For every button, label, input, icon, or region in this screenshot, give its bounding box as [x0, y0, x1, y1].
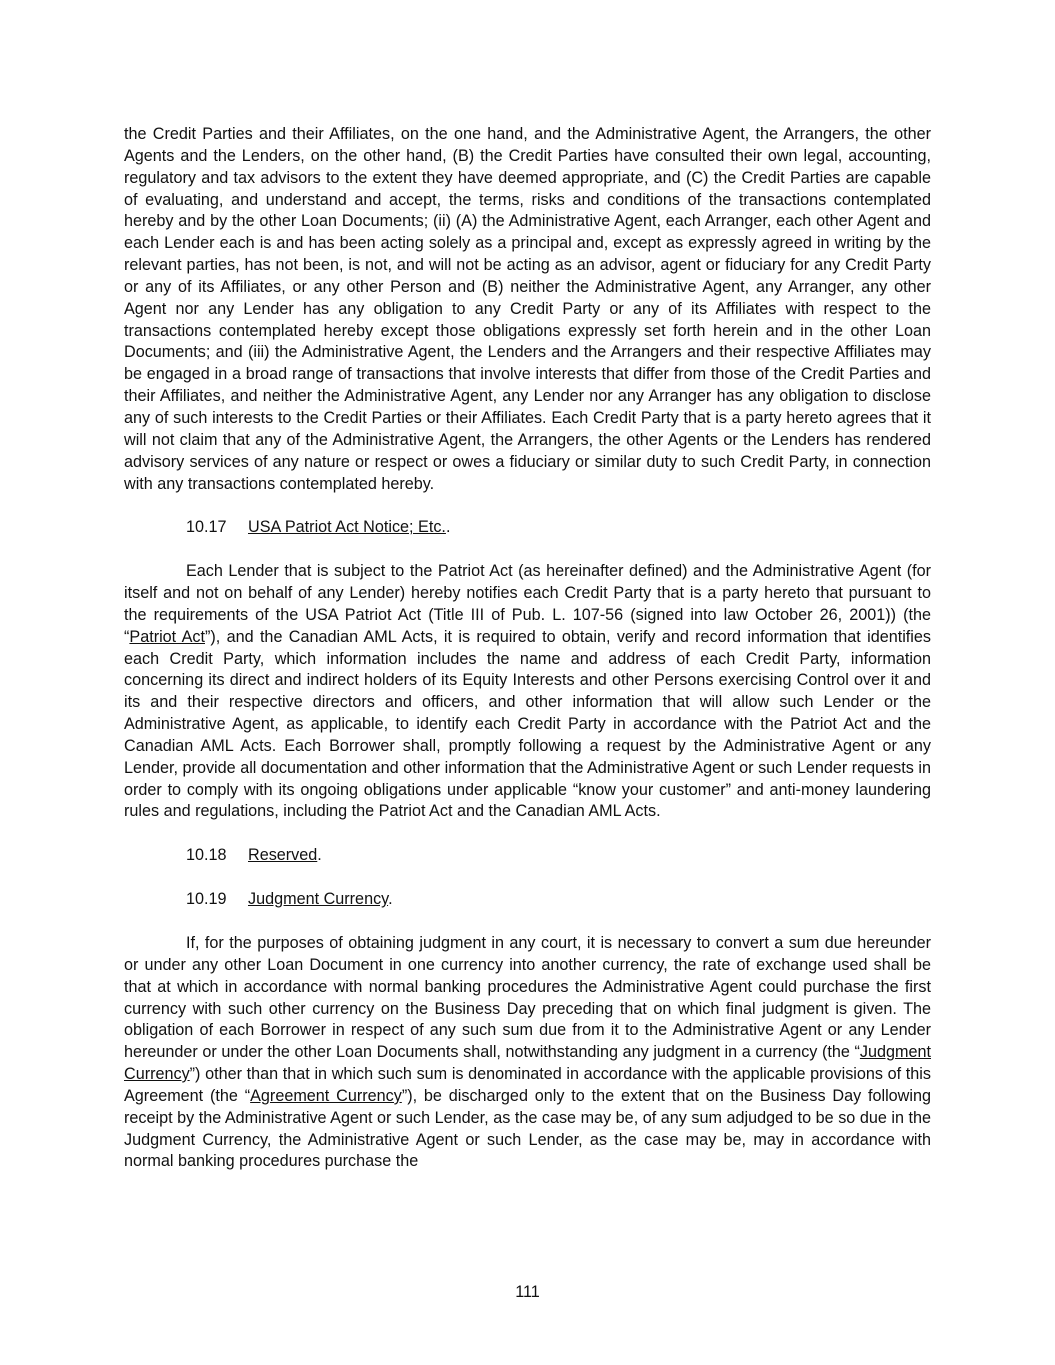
page-number: 111: [515, 1283, 540, 1301]
section-number: 10.18: [186, 846, 227, 865]
section-heading-10-18: [124, 845, 931, 867]
defined-term-judgment-currency: Judgment Currency: [124, 1043, 931, 1084]
paragraph-text: Each Lender that is subject to the Patriot Act (as hereinafter defined) and the Administrative Agent (for itself and not on behalf of any Lender) hereby notifies each Credit Party that is a party hereto that pursuant to the requirements of the USA Patriot Act (Title III of Pub. L. 107-56 (signed into law October 26, 2001)) (the “: [124, 562, 931, 646]
paragraph-text: ”) other than that in which such sum is denominated in accordance with the applicable provisions of this Agreement (the “: [124, 1065, 931, 1105]
defined-term-agreement-currency: Agreement Currency: [250, 1086, 402, 1105]
paragraph-continued: the Credit Parties and their Affiliates, on the one hand, and the Administrative Agent, the Arrangers, the other Agents and the Lenders, on the other hand, (B) the Credit Parties have consulted their own legal, accounting, regulatory and tax advisors to the extent they have deemed appropriate, and (C) the Credit Parties are capable of evaluating, and understand and accept, the terms, risks and conditions of the transactions contemplated hereby and by the other Loan Documents; (ii) (A) the Administrative Agent, each Arranger, each other Agent and each Lender each is and has been acting solely as a principal and, except as expressly agreed in writing by the relevant parties, has not been, is not, and will not be acting as an advisor, agent or fiduciary for any Credit Party or any of its Affiliates, or any other Person and (B) neither the Administrative Agent, any Arranger, any other Agent nor any Lender has any obligation to any Credit Party or any of its Affiliates with respect to the transactions contemplated hereby except those obligations expressly set forth herein and in the other Loan Documents; and (iii) the Administrative Agent, the Lenders and the Arrangers and their respective Affiliates may be engaged in a broad range of transactions that involve interests that differ from those of the Credit Parties and their Affiliates, and neither the Administrative Agent, any Lender nor any Arranger has any obligation to disclose any of such interests to the Credit Parties or their Affiliates. Each Credit Party that is a party hereto agrees that it will not claim that any of the Administrative Agent, the Arrangers, the other Agents or the Lenders has rendered advisory services of any nature or respect or owes a fiduciary or similar duty to such Credit Party, in connection with any transactions contemplated hereby.: [124, 125, 931, 493]
section-number: 10.19: [186, 890, 227, 909]
paragraph-patriot-act: [124, 561, 931, 823]
section-heading-10-17: [124, 517, 931, 539]
section-heading-10-19: [124, 889, 931, 911]
paragraph-text: ”), and the Canadian AML Acts, it is required to obtain, verify and record information that identifies each Credit Party, which information includes the name and address of each Credit Party, information concerning its direct and indirect holders of its Equity Interests and other Persons exercising Control over it and its and their respective directors and officers, and other information that will allow such Lender or the Administrative Agent, as applicable, to identify each Credit Party in accordance with the Patriot Act and the Canadian AML Acts. Each Borrower shall, promptly following a request by the Administrative Agent or any Lender, provide all documentation and other information that the Administrative Agent or such Lender requests in order to comply with its ongoing obligations under applicable “know your customer” and anti-money laundering rules and regulations, including the Patriot Act and the Canadian AML Acts.: [124, 627, 931, 821]
section-title: USA Patriot Act Notice; Etc.: [248, 518, 446, 537]
section-number: 10.17: [186, 518, 227, 537]
paragraph-text: ”), be discharged only to the extent that on the Business Day following receipt by the Administrative Agent or such Lender, as the case may be, of any sum adjudged to be so due in the Judgment Currency, the Administrative Agent or such Lender, as the case may be, may in accordance with normal banking procedures purchase the: [124, 1086, 931, 1171]
paragraph-text: If, for the purposes of obtaining judgment in any court, it is necessary to convert a sum due hereunder or under any other Loan Document in one currency into another currency, the rate of exchange used shall be that at which in accordance with normal banking procedures the Administrative Agent could purchase the first currency with such other currency on the Business Day preceding that on which final judgment is given. The obligation of each Borrower in respect of any such sum due from it to the Administrative Agent or any Lender hereunder or under the other Loan Documents shall, notwithstanding any judgment in a currency (the “: [124, 934, 931, 1062]
document-page: [124, 124, 931, 1173]
paragraph-judgment-currency: [124, 933, 931, 1173]
defined-term-patriot-act: Patriot Act: [129, 627, 205, 646]
section-title: Reserved: [248, 846, 318, 865]
section-title-suffix: .: [388, 890, 393, 909]
section-title-suffix: .: [445, 518, 451, 537]
section-title: Judgment Currency: [248, 890, 389, 909]
section-title-suffix: .: [317, 846, 322, 865]
